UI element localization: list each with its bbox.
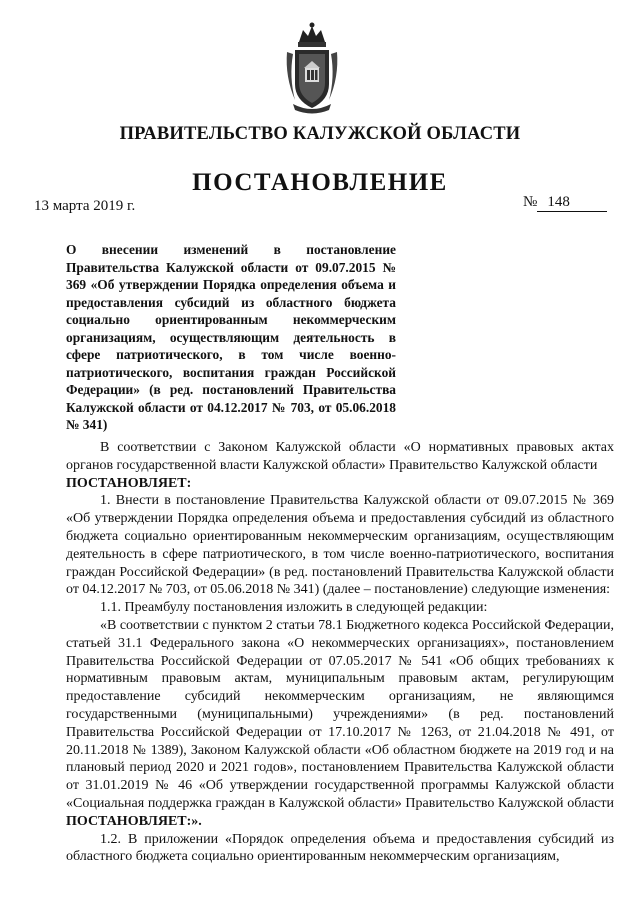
intro-paragraph: В соответствии с Законом Калужской области «О нормативных правовых актах органов государственной власти Калужской области» Правительство Калужской области: [66, 440, 614, 473]
document-subject: О внесении изменений в постановление Правительства Калужской области от 09.07.2015 № 369 «Об утверждении Порядка определения объема и предоставления субсидий из областного бюджета социально ориентированным некоммерческим организациям, осуществляющим деятельность в сфере патриотического, в том числе военно-патриотического, воспитания граждан Российской Федерации» (в ред. постановлений Правительства Калужской области от 04.12.2017 № 703, от 05.06.2018 № 341): [66, 242, 396, 432]
item-1-1: 1.1. Преамбулу постановления изложить в следующей редакции:: [100, 600, 488, 616]
item-1-2: 1.2. В приложении «Порядок определения объема и предоставления субсидий из областного бюджета социально ориентированным некоммерческим организациям,: [66, 831, 614, 865]
number-sign: №: [523, 194, 538, 210]
government-name: ПРАВИТЕЛЬСТВО КАЛУЖСКОЙ ОБЛАСТИ: [119, 124, 521, 144]
quote-text: «В соответствии с пунктом 2 статьи 78.1 Бюджетного кодекса Российской Федерации, статьей 31.1 Федерального закона «О некоммерческих организациях», постановлением Правительства Российской Федерации от 07.05.2017 № 541 «Об общих требованиях к нормативным правовым актам, муниципальным правовым актам, регулирующим предоставление субсидий некоммерческим организациям, не являющимся государственными (муниципальными) учреждениями» (в ред. постановлений Правительства Российской Федерации от 17.10.2017 № 1263, от 21.04.2018 № 491, от 20.11.2018 № 1389), Законом Калужской области «Об областном бюджете на 2019 год и на плановый период 2020 и 2021 годов», постановлением Правительства Калужской области от 31.01.2019 № 46 «Об утверждении государственной программы Калужской области «Социальная поддержка граждан в Калужской области» Правительство Калужской области: [66, 617, 614, 811]
item-1: 1. Внести в постановление Правительства Калужской области от 09.07.2015 № 369 «Об утверждении Порядка определения объема и предоставления субсидий из областного бюджета социально ориентированным некоммерческим организациям, осуществляющим деятельность в сфере патриотического, в том числе военно-патриотического, воспитания граждан Российской Федерации» (в ред. постановлений Правительства Калужской области от 04.12.2017 № 703, от 05.06.2018 № 341) (далее – постановление) следующие изменения:: [66, 493, 614, 598]
document-date: 13 марта 2019 г.: [34, 198, 136, 214]
number-value: 148: [537, 194, 607, 212]
quote-resolves: ПОСТАНОВЛЯЕТ:».: [66, 813, 202, 829]
resolves-heading: ПОСТАНОВЛЯЕТ:: [66, 475, 192, 491]
document-number: [523, 194, 607, 212]
quoted-preamble: [66, 617, 614, 831]
coat-of-arms-icon: [283, 22, 341, 114]
document-type: ПОСТАНОВЛЕНИЕ: [192, 169, 448, 196]
document-body: [66, 439, 614, 866]
